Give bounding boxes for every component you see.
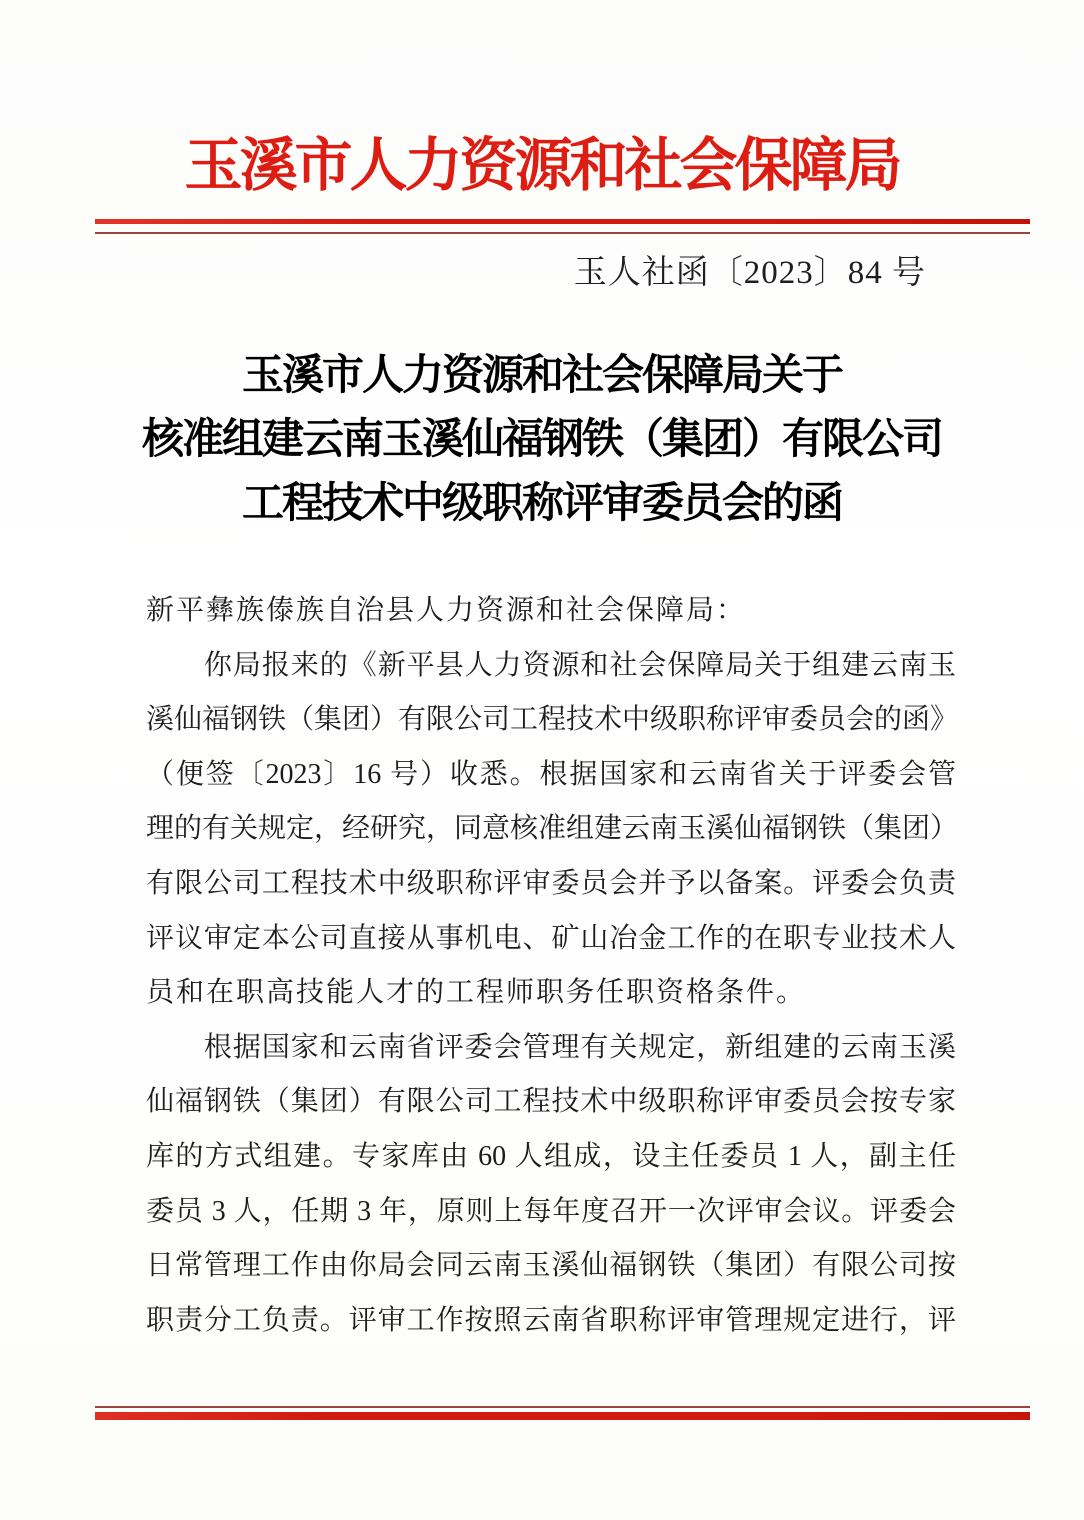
letterhead-rule-thin	[95, 232, 1030, 234]
footer-rule-thin	[95, 1406, 1030, 1408]
document-number: 玉人社函〔2023〕84 号	[573, 255, 926, 291]
body-text-line: （便签〔2023〕16 号）收悉。根据国家和云南省关于评委会管	[146, 758, 956, 790]
document-body	[146, 584, 959, 1348]
body-text-line: 你局报来的《新平县人力资源和社会保障局关于组建云南玉	[146, 649, 956, 681]
body-text-line: 新平彝族傣族自治县人力资源和社会保障局：	[146, 595, 747, 626]
body-text-line: 委员 3 人，任期 3 年，原则上每年度召开一次评审会议。评委会	[146, 1195, 956, 1227]
body-text-line: 库的方式组建。专家库由 60 人组成，设主任委员 1 人，副主任	[146, 1140, 956, 1172]
body-text-line: 溪仙福钢铁（集团）有限公司工程技术中级职称评审委员会的函》	[146, 704, 959, 736]
document-title-line-3: 工程技术中级职称评审委员会的函	[241, 481, 842, 527]
document-title	[0, 344, 1084, 536]
document-title-line-2: 核准组建云南玉溪仙福钢铁（集团）有限公司	[141, 417, 942, 463]
letterhead-title: 玉溪市人力资源和社会保障局	[184, 133, 900, 198]
body-text-line: 职责分工负责。评审工作按照云南省职称评审管理规定进行，评	[146, 1304, 956, 1336]
body-text-line: 理的有关规定，经研究，同意核准组建云南玉溪仙福钢铁（集团）	[146, 813, 959, 845]
body-text-line: 评议审定本公司直接从事机电、矿山冶金工作的在职专业技术人	[146, 922, 956, 954]
document-title-line-1: 玉溪市人力资源和社会保障局关于	[241, 353, 842, 399]
body-text-line: 员和在职高技能人才的工程师职务任职资格条件。	[146, 977, 807, 1009]
footer-rule-thick	[95, 1412, 1030, 1420]
body-text-line: 日常管理工作由你局会同云南玉溪仙福钢铁（集团）有限公司按	[146, 1250, 956, 1282]
letterhead-rule-thick	[95, 219, 1030, 224]
body-text-line: 有限公司工程技术中级职称评审委员会并予以备案。评委会负责	[146, 867, 956, 899]
body-text-line: 仙福钢铁（集团）有限公司工程技术中级职称评审委员会按专家	[146, 1086, 956, 1118]
body-text-line: 根据国家和云南省评委会管理有关规定，新组建的云南玉溪	[146, 1031, 956, 1063]
